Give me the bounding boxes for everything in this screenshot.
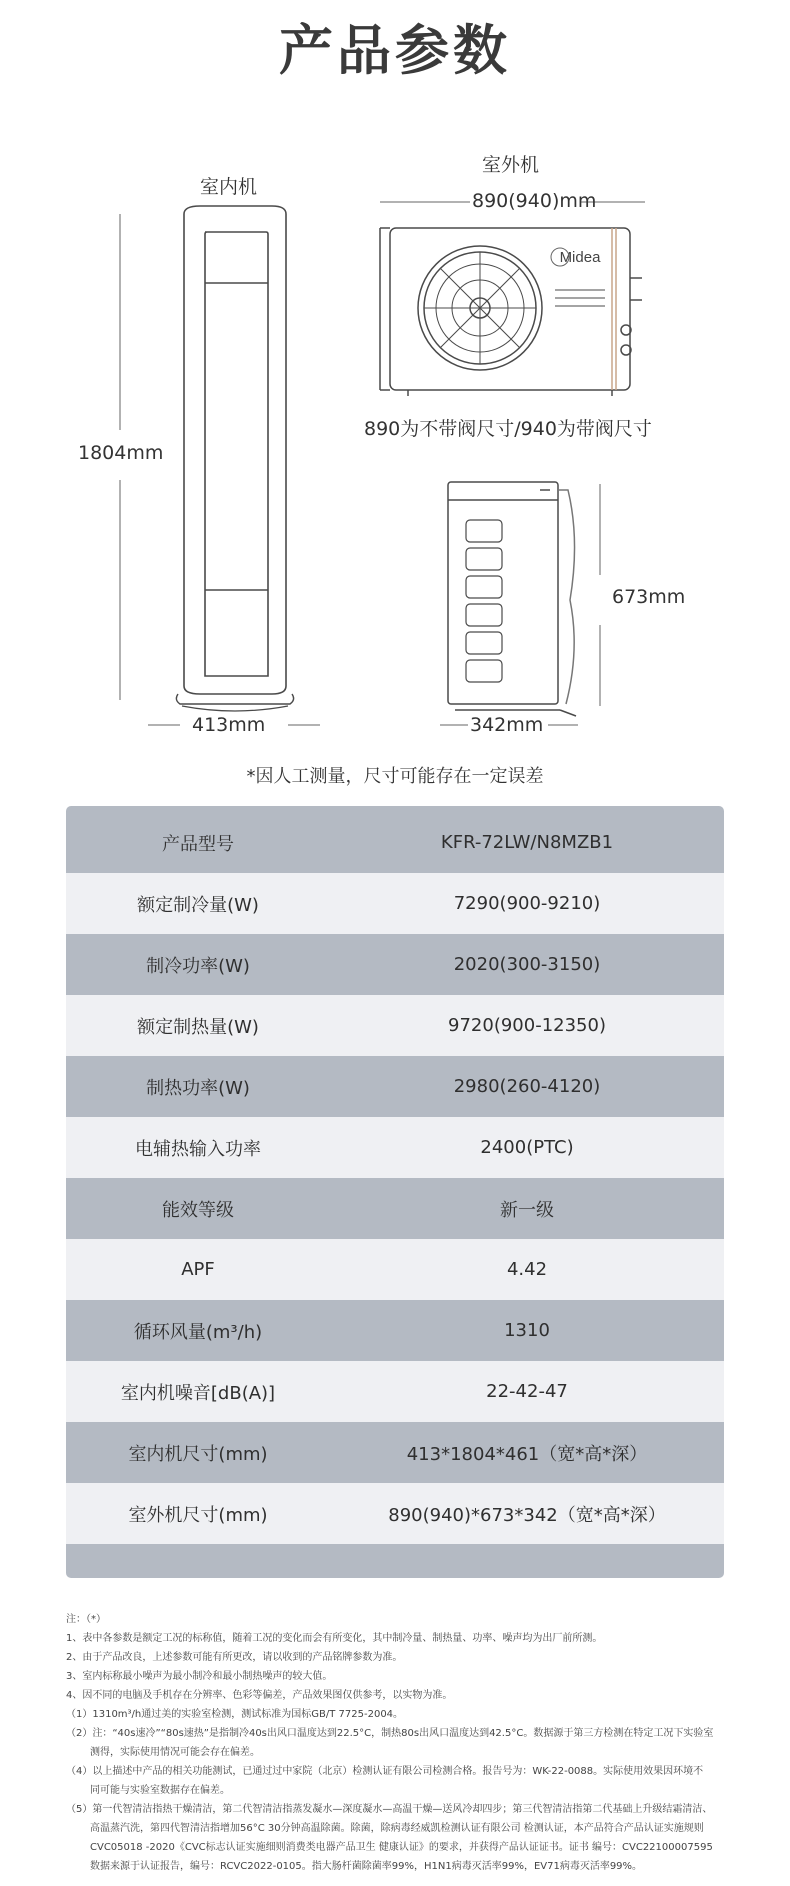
- spec-row-indoor-size: [66, 1422, 724, 1483]
- product-dimension-drawing: [0, 0, 790, 790]
- footnote-line: CVC05018 -2020《CVC标志认证实施细则消费类电器产品卫生 健康认证》的要求，并获得产品认证证书。证书 编号：CVC22100007595: [90, 1842, 713, 1853]
- spec-key: 制热功率(W): [146, 1077, 250, 1099]
- footnote-line: （1）1310m³/h通过美的实验室检测，测试标准为国标GB/T 7725-2004。: [66, 1709, 404, 1720]
- spec-row-noise: [66, 1361, 724, 1422]
- outdoor-unit-label: 室外机: [482, 154, 540, 176]
- footnotes: [66, 1610, 726, 1876]
- spec-row-apf: [66, 1239, 724, 1300]
- spec-value: 890(940)*673*342（宽*高*深）: [388, 1504, 666, 1526]
- spec-table: [66, 806, 724, 1578]
- footnote-line: 高温蒸汽洗，第四代智清洁指增加56°C 30分钟高温除菌。除菌，除病毒经威凯检测认证有限公司 检测认证，本产品符合产品认证实施规则: [90, 1823, 704, 1834]
- footnote-line: 测得，实际使用情况可能会存在偏差。: [90, 1747, 260, 1758]
- spec-value: 2980(260-4120): [453, 1076, 601, 1097]
- outdoor-depth-label: 342mm: [470, 714, 544, 736]
- indoor-unit-drawing: [176, 206, 293, 711]
- spec-row-electric-heating: [66, 1117, 724, 1178]
- spec-row-cooling-power: [66, 934, 724, 995]
- spec-key: 室内机尺寸(mm): [128, 1443, 268, 1465]
- spec-row-cooling-capacity: [66, 873, 724, 934]
- spec-row-heating-capacity: [66, 995, 724, 1056]
- spec-key: 额定制冷量(W): [137, 894, 259, 916]
- footnote-line: 同可能与实验室数据存在偏差。: [90, 1785, 230, 1796]
- outdoor-unit-side-drawing: [448, 482, 576, 716]
- spec-value: 4.42: [506, 1259, 548, 1280]
- outdoor-unit-front-drawing: [380, 228, 642, 396]
- spec-value: KFR-72LW/N8MZB1: [440, 832, 614, 853]
- footnote-line: 1、表中各参数是额定工况的标称值，随着工况的变化而会有所变化，其中制冷量、制热量、功率、噪声均为出厂前所测。: [66, 1633, 603, 1644]
- indoor-width-label: 413mm: [192, 714, 266, 736]
- measure-note: *因人工测量，尺寸可能存在一定误差: [246, 766, 544, 787]
- spec-value: 2020(300-3150): [453, 954, 601, 975]
- spec-value: 22-42-47: [486, 1381, 568, 1402]
- footnote-line: 数据来源于认证报告，编号：RCVC2022-0105。指大肠杆菌除菌率99%，H1N1病毒灭活率99%，EV71病毒灭活率99%。: [90, 1861, 643, 1872]
- spec-value: 新一级: [500, 1199, 554, 1221]
- spec-key: 循环风量(m³/h): [133, 1321, 263, 1343]
- spec-row-model: [66, 812, 724, 873]
- footnote-line: 2、由于产品改良，上述参数可能有所更改，请以收到的产品铭牌参数为准。: [66, 1652, 403, 1663]
- spec-key: 产品型号: [162, 833, 234, 855]
- outdoor-height-label: 673mm: [612, 586, 686, 608]
- spec-key: 制冷功率(W): [146, 955, 250, 977]
- spec-key: 室外机尺寸(mm): [128, 1504, 268, 1526]
- footnote-line: （5）第一代智清洁指热干燥清洁，第二代智清洁指蒸发凝水—深度凝水—高温干燥—送风冷却四步；第三代智清洁指第二代基础上升级结霜清洁、: [66, 1804, 713, 1815]
- spec-row-airflow: [66, 1300, 724, 1361]
- indoor-unit-label: 室内机: [200, 176, 258, 198]
- spec-value: 413*1804*461（宽*高*深）: [406, 1443, 648, 1465]
- brand-logo-text: Midea: [559, 249, 601, 266]
- spec-row-heating-power: [66, 1056, 724, 1117]
- footnote-line: 3、室内标称最小噪声为最小制冷和最小制热噪声的较大值。: [66, 1671, 333, 1682]
- indoor-height-label: 1804mm: [78, 442, 164, 464]
- footnote-line: 注：（*）: [66, 1614, 106, 1625]
- spec-key: 电辅热输入功率: [135, 1138, 261, 1160]
- footnote-line: （4）以上描述中产品的相关功能测试，已通过过中家院（北京）检测认证有限公司检测合格。报告号为：WK-22-0088。实际使用效果因环境不: [66, 1766, 704, 1777]
- spec-key: 能效等级: [162, 1199, 234, 1221]
- spec-value: 1310: [504, 1320, 550, 1341]
- spec-key: 额定制热量(W): [137, 1016, 259, 1038]
- spec-key: 室内机噪音[dB(A)]: [120, 1382, 276, 1404]
- page-title: 产品参数: [279, 19, 511, 82]
- footnote-line: 4、因不同的电脑及手机存在分辨率、色彩等偏差，产品效果图仅供参考，以实物为准。: [66, 1690, 453, 1701]
- footnote-line: （2）注：“40s速冷”“80s速热”是指制冷40s出风口温度达到22.5°C，制热80s出风口温度达到42.5°C。数据源于第三方检测在特定工况下实验室: [66, 1728, 714, 1739]
- spec-value: 7290(900-9210): [453, 893, 601, 914]
- outdoor-width-label: 890(940)mm: [472, 190, 597, 212]
- spec-value: 9720(900-12350): [448, 1015, 606, 1036]
- outdoor-width-note: 890为不带阀尺寸/940为带阀尺寸: [364, 418, 652, 440]
- spec-row-outdoor-size: [66, 1483, 724, 1544]
- spec-key: APF: [181, 1259, 215, 1280]
- spec-row-energy-grade: [66, 1178, 724, 1239]
- spec-value: 2400(PTC): [480, 1137, 574, 1158]
